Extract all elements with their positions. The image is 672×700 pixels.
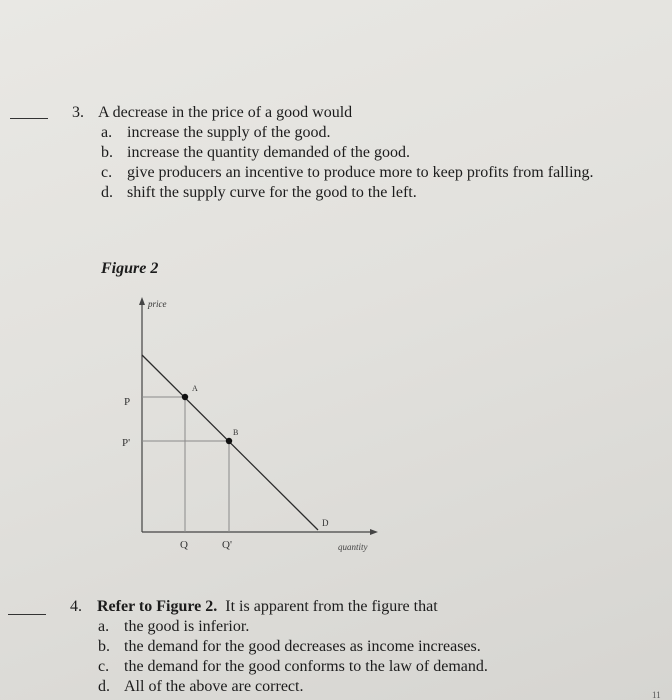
option-letter: d. — [98, 678, 110, 695]
option-letter: c. — [98, 658, 110, 675]
q4-option-c — [98, 658, 488, 676]
point-b-label: B — [233, 428, 239, 437]
option-letter: b. — [101, 144, 113, 161]
option-letter: b. — [98, 638, 110, 655]
option-letter: d. — [101, 184, 113, 201]
y-axis-label: price — [148, 299, 167, 309]
question-3-number: 3. — [72, 104, 84, 121]
question-4-number: 4. — [70, 598, 82, 615]
option-letter: c. — [101, 164, 113, 181]
x-axis-label: quantity — [338, 542, 368, 552]
page-number: 11 — [652, 690, 661, 700]
question-4-stem-text: It is apparent from the figure that — [225, 598, 438, 615]
option-text: increase the quantity demanded of the good. — [127, 144, 411, 161]
quantity-q-prime-label: Q' — [222, 539, 232, 551]
option-text: All of the above are correct. — [124, 678, 304, 695]
option-text: the demand for the good decreases as income increases. — [124, 638, 481, 655]
point-b — [226, 438, 232, 444]
point-a — [182, 394, 188, 400]
option-text: the demand for the good conforms to the law of demand. — [124, 658, 488, 675]
y-axis-arrow — [139, 297, 145, 305]
q4-option-d — [98, 678, 303, 696]
option-letter: a. — [98, 618, 110, 635]
point-a-label: A — [192, 384, 198, 393]
quantity-q-label: Q — [180, 539, 188, 551]
option-text: increase the supply of the good. — [127, 124, 331, 141]
figure-reference: Refer to Figure 2. — [97, 598, 218, 615]
question-3-stem: A decrease in the price of a good would — [98, 104, 353, 121]
q4-option-a — [98, 618, 249, 636]
demand-curve-label: D — [322, 518, 329, 528]
option-text: give producers an incentive to produce more to keep profits from falling. — [127, 164, 594, 181]
question-4-stem — [97, 598, 438, 616]
price-p-label: P — [124, 396, 131, 408]
answer-blank-q4 — [8, 614, 46, 615]
figure-title: Figure 2 — [101, 260, 159, 277]
q4-option-b — [98, 638, 481, 656]
option-letter: a. — [101, 124, 113, 141]
option-text: shift the supply curve for the good to the left. — [127, 184, 417, 201]
price-p-prime-label: P' — [122, 437, 131, 449]
x-axis-arrow — [370, 529, 378, 535]
option-text: the good is inferior. — [124, 618, 250, 635]
